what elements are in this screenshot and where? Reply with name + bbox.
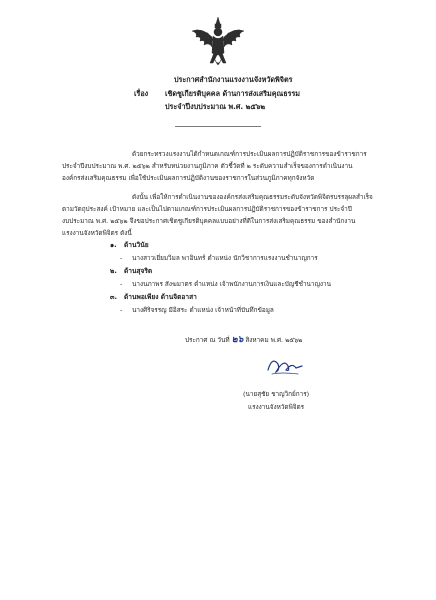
signer-title: แรงงานจังหวัดพิจิตร [248, 403, 305, 411]
para1-line3: องค์กรส่งเสริมคุณธรรม เพื่อใช้ประเมินผลการปฏิบัติงานของราชการในส่วนภูมิภาคทุกจังหวัด [62, 174, 315, 182]
awardee-text: นางนภาพร สังฆมาตร ตำแหน่ง เจ้าพนักงานการเงินและบัญชีชำนาญงาน [132, 280, 332, 288]
awardee-sufficiency [120, 306, 274, 314]
category-title: ด้านวินัย [124, 241, 149, 249]
signature-mark [258, 352, 308, 380]
para2-line2: ตามวัตถุประสงค์ เป้าหมาย และเป็นไปตามเกณฑ์การประเมินผลการปฏิบัติราชการของข้าราชการ ประจำปี [62, 205, 352, 213]
para2-line3: งบประมาณ พ.ศ. ๒๕๖๒ จึงขอประกาศเชิดชูเกียรติบุคคลแบบอย่างที่ดีในการส่งเสริมคุณธรรม ของสำนักงาน [62, 217, 356, 225]
list-dash: - [120, 280, 123, 288]
signer-name: (นายสุชัย ชาญวิกย์การ) [243, 390, 310, 398]
list-dash: - [120, 306, 123, 314]
handwritten-day: ๒๖ [231, 335, 244, 345]
date-prefix: ประกาศ ณ วันที่ [185, 336, 230, 344]
category-number: ๒. [110, 267, 117, 275]
para2-line4: แรงงานจังหวัดพิจิตร ดังนี้ [62, 229, 132, 237]
para1-line1: ด้วยกระทรวงแรงงานได้กำหนดเกณฑ์การประเมินผลการปฏิบัติราชการของข้าราชการ [132, 150, 367, 158]
category-sufficiency [110, 293, 197, 301]
category-discipline [110, 241, 149, 249]
para1-line2: ประจำปีงบประมาณ พ.ศ. ๒๕๖๒ สำหรับหน่วยงานภูมิภาค ตัวชี้วัดที่ ๒ ระดับความสำเร็จของการดำเนินงาน [62, 162, 353, 170]
fiscal-year-line: ประจำปีงบประมาณ พ.ศ. ๒๕๖๒ [165, 102, 266, 111]
awardee-integrity [120, 280, 331, 288]
subject-label: เรื่อง [134, 89, 149, 98]
list-dash: - [120, 254, 123, 262]
header-divider [175, 126, 261, 127]
category-title: ด้านพอเพียง ด้านจิตอาสา [124, 293, 197, 301]
announcement-title: ประกาศสำนักงานแรงงานจังหวัดพิจิตร [174, 75, 293, 84]
category-number: ๓. [110, 293, 118, 301]
para2-line1: ดังนั้น เพื่อให้การดำเนินงานขององค์กรส่งเสริมคุณธรรมระดับจังหวัดพิจิตรบรรลุผลสำเร็จ [132, 193, 373, 201]
awardee-text: นางศิริจรรญ มีอิสระ ตำแหน่ง เจ้าหน้าที่บันทึกข้อมูล [132, 306, 274, 314]
subject-text: เชิดชูเกียรติบุคคล ด้านการส่งเสริมคุณธรรม [165, 89, 301, 98]
awardee-discipline [120, 254, 318, 262]
date-month-year: สิงหาคม พ.ศ. ๒๕๖๒ [245, 336, 303, 344]
awardee-text: นางสาวเยี่ยมวิมล พาอินทร์ ตำแหน่ง นักวิชาการแรงงานชำนาญการ [132, 254, 318, 262]
category-title: ด้านสุจริต [124, 267, 153, 275]
announcement-date [185, 336, 302, 344]
category-number: ๑. [110, 241, 117, 249]
category-integrity [110, 267, 152, 275]
